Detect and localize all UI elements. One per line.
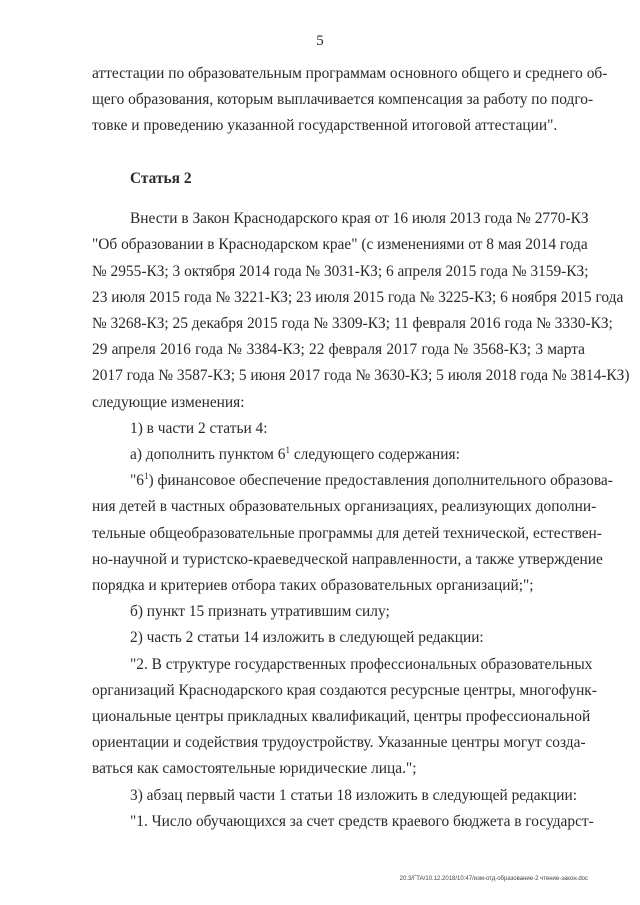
article-heading: Статья 2 (130, 170, 192, 187)
quote-line: организаций Краснодарского края создаются ресурсные центры, многофунк- (92, 681, 597, 699)
text-span: следующего содержания: (289, 446, 460, 464)
list-item: 2) часть 2 статьи 14 изложить в следующей редакции: (130, 629, 484, 647)
footer-file-path: 20.3/ГТА/10.12.2018/10:47/изм-отд-образование-2 чтение-закон.doc (399, 876, 588, 882)
list-item: 1) в части 2 статьи 4: (130, 419, 268, 437)
article-body (92, 166, 630, 835)
quote-line: ориентации и содействия трудоустройству. Указанные центры могут созда- (92, 734, 586, 752)
list-item (92, 442, 585, 468)
quote-line: порядка и критериев отбора таких образовательных организаций;"; (92, 577, 534, 595)
text-line: товке и проведению указанной государственной итоговой аттестации". (92, 117, 558, 135)
text-line: 2017 года № 3587-КЗ; 5 июня 2017 года № 3630-КЗ; 5 июля 2018 года № 3814-КЗ) (92, 367, 630, 385)
quote-line: "1. Число обучающихся за счет средств краевого бюджета в государст- (130, 812, 594, 830)
text-line: 29 апреля 2016 года № 3384-КЗ; 22 февраля 2017 года № 3568-КЗ; 3 марта (92, 341, 585, 359)
text-line: № 3268-КЗ; 25 декабря 2015 года № 3309-КЗ; 11 февраля 2016 года № 3330-КЗ; (92, 315, 613, 333)
text-span: ) финансовое обеспечение предоставления дополнительного образова- (148, 472, 613, 490)
list-item: 3) абзац первый части 1 статьи 18 изложить в следующей редакции: (130, 786, 578, 804)
quote-line: ваться как самостоятельные юридические лица."; (92, 760, 417, 778)
quote-line: но-научной и туристско-краеведческой направленности, а также утверждение (92, 550, 603, 568)
text-span: а) дополнить пунктом 6 (130, 446, 286, 464)
superscript: 1 (285, 445, 290, 456)
superscript: 1 (143, 471, 149, 482)
quote-line: тельные общеобразовательные программы для детей технической, естествен- (92, 524, 602, 542)
text-line: следующие изменения: (92, 393, 245, 411)
text-line: "Об образовании в Краснодарском крае" (с изменениями от 8 мая 2014 года (92, 236, 588, 254)
quote-line: ния детей в частных образовательных организациях, реализующих дополни- (92, 498, 597, 516)
page-number: 5 (316, 33, 324, 49)
intro-paragraph (92, 61, 608, 140)
list-item: б) пункт 15 признать утратившим силу; (130, 603, 390, 621)
quote-line: циональные центры прикладных квалификаций, центры профессиональной (92, 708, 591, 726)
quote-line: "2. В структуре государственных профессиональных образовательных (130, 655, 593, 673)
text-span: "6 (130, 472, 144, 490)
text-line: 23 июля 2015 года № 3221-КЗ; 23 июля 2015 года № 3225-КЗ; 6 ноября 2015 года (92, 288, 624, 306)
text-line: Внести в Закон Краснодарского края от 16 июля 2013 года № 2770-КЗ (130, 210, 589, 228)
text-line: № 2955-КЗ; 3 октября 2014 года № 3031-КЗ; 6 апреля 2015 года № 3159-КЗ; (92, 262, 589, 280)
text-line: щего образования, которым выплачивается компенсация за работу по подго- (92, 91, 594, 109)
quote-line (92, 468, 613, 494)
text-line: аттестации по образовательным программам основного общего и среднего об- (92, 65, 608, 82)
